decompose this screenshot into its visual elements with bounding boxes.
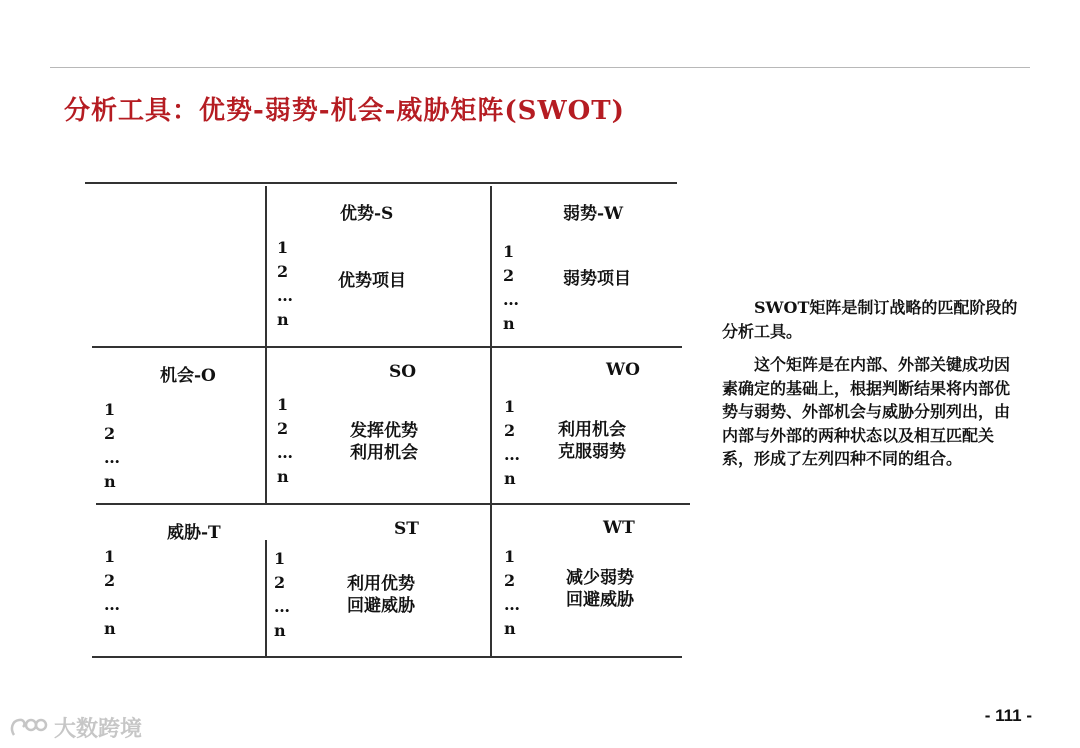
watermark [8,712,142,743]
wt-list-numbers: 1 2 … n [504,547,520,638]
wo-list-numbers: 1 2 … n [504,397,520,488]
top-divider [50,67,1030,68]
matrix-row-line-2 [96,503,690,505]
opportunity-list-numbers: 1 2 … n [104,400,120,491]
logo-icon [8,715,48,741]
matrix-col-line-1-upper [265,186,267,504]
matrix-col-line-2 [490,186,492,656]
so-list-numbers: 1 2 … n [277,395,293,486]
description-paragraph-1: SWOT矩阵是制订战略的匹配阶段的分析工具。 [722,298,1018,341]
wo-strategy: 利用机会 克服弱势 [558,420,626,462]
matrix-top-line [85,182,677,184]
row-opportunities: 机会-O [160,366,216,386]
so-strategy: 发挥优势 利用机会 [350,421,418,463]
matrix-bottom-line [92,656,682,658]
page-number: - 111 - [984,706,1032,725]
strength-items: 优势项目 [338,271,406,291]
weakness-items: 弱势项目 [563,269,631,289]
st-label: ST [394,519,419,539]
st-strategy: 利用优势 回避威胁 [347,574,415,616]
header-weaknesses: 弱势-W [563,204,624,224]
matrix-col-line-1-lower [265,540,267,656]
description-paragraph-2: 这个矩阵是在内部、外部关键成功因素确定的基础上，根据判断结果将内部优势与弱势、外部机会与威胁分别列出，由内部与外部的两种状态以及相互匹配关系，形成了左列四种不同的组合。 [722,355,1011,468]
wt-strategy: 减少弱势 回避威胁 [566,568,634,610]
wo-label: WO [606,360,640,380]
swot-description [722,296,1022,481]
threat-list-numbers: 1 2 … n [104,547,120,638]
matrix-row-line-1 [92,346,682,348]
st-list-numbers: 1 2 … n [274,549,290,640]
wt-label: WT [603,518,635,538]
so-label: SO [389,362,417,382]
weakness-list-numbers: 1 2 … n [503,242,519,333]
strength-list-numbers: 1 2 … n [277,238,293,329]
header-strengths: 优势-S [340,204,394,224]
watermark-text: 大数跨境 [54,717,143,742]
row-threats: 威胁-T [167,523,221,543]
page-title: 分析工具：优势-弱势-机会-威胁矩阵(SWOT) [64,96,625,126]
